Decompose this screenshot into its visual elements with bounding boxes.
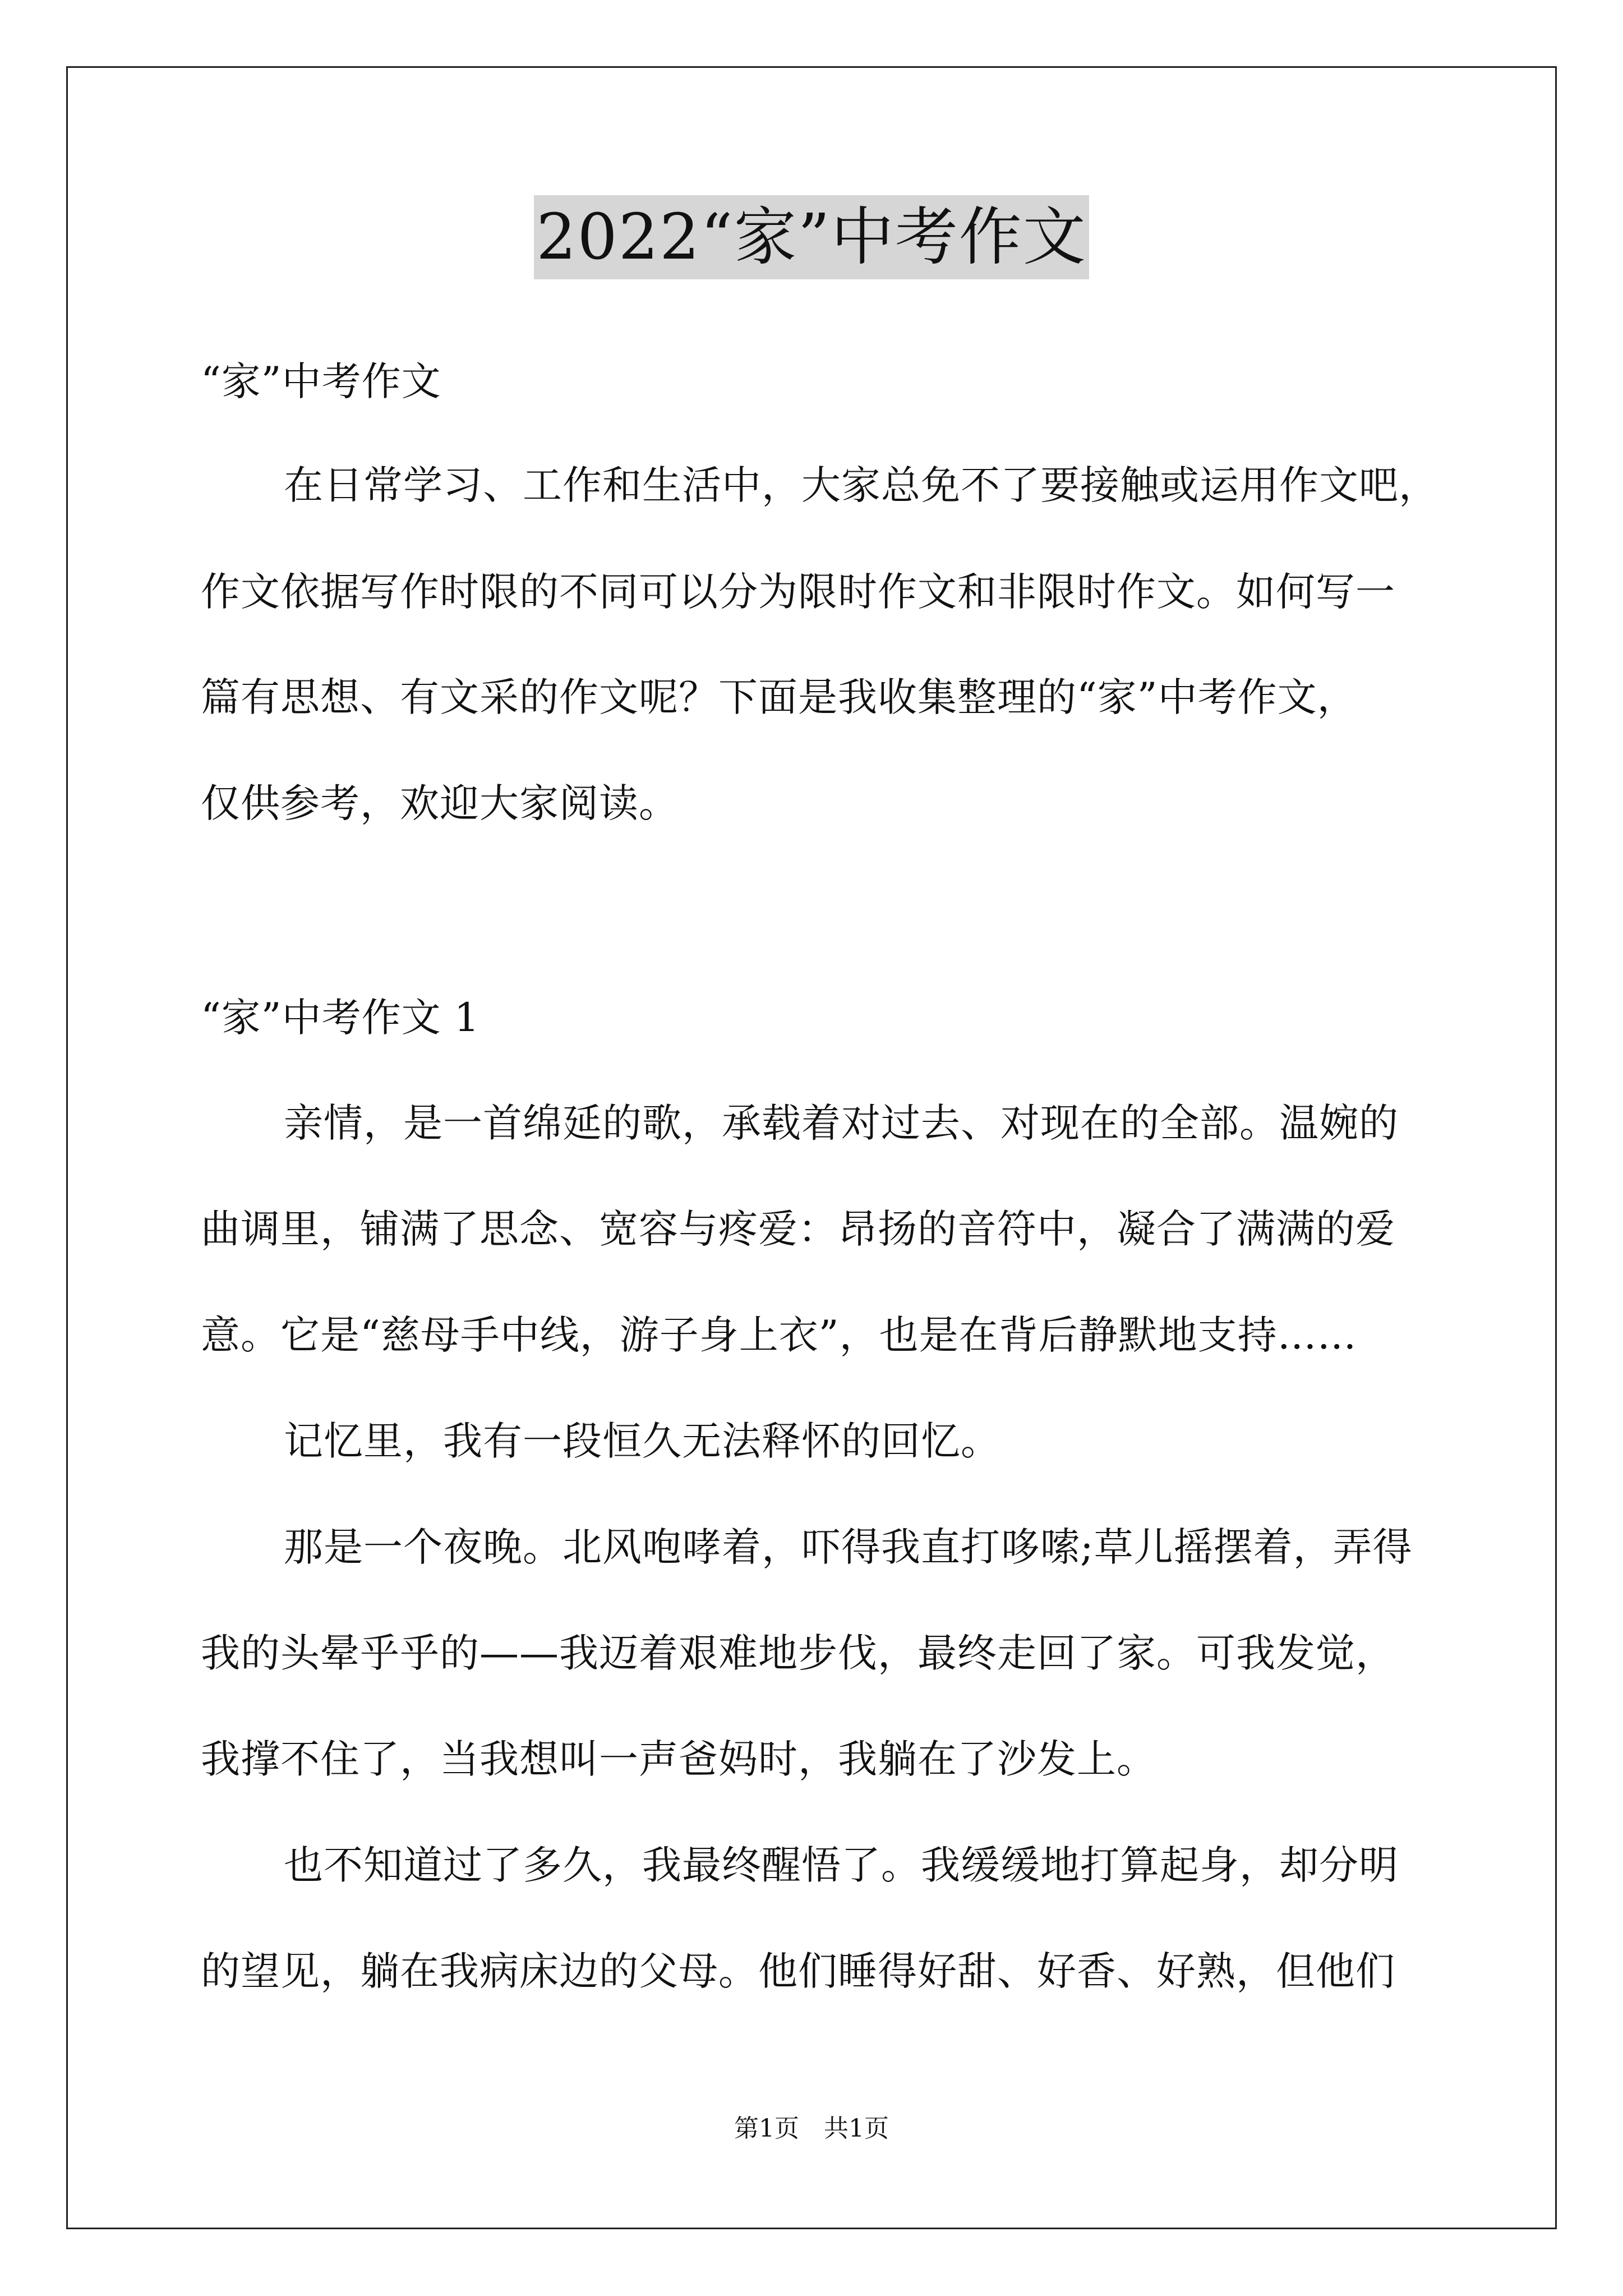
intro-line: 在日常学习、工作和生活中，大家总免不了要接触或运用作文吧，	[284, 462, 1438, 508]
subtitle: “家”中考作文	[201, 358, 441, 404]
body-line: 曲调里，铺满了思念、宽容与疼爱：昂扬的音符中，凝合了满满的爱	[201, 1206, 1395, 1252]
document-title: 2022“家”中考作文	[534, 195, 1089, 279]
section-heading: “家”中考作文 1	[201, 995, 480, 1041]
intro-line: 篇有思想、有文采的作文呢？下面是我收集整理的“家”中考作文，	[201, 674, 1357, 720]
body-line: 我撑不住了，当我想叫一声爸妈时，我躺在了沙发上。	[201, 1736, 1156, 1782]
body-line: 的望见，躺在我病床边的父母。他们睡得好甜、好香、好熟，但他们	[201, 1948, 1395, 1994]
body-line: 记忆里，我有一段恒久无法释怀的回忆。	[284, 1418, 1000, 1464]
body-line: 也不知道过了多久，我最终醒悟了。我缓缓地打算起身，却分明	[284, 1842, 1399, 1888]
page-footer: 第1页 共1页	[734, 2114, 889, 2143]
body-line: 意。它是“慈母手中线，游子身上衣”，也是在背后静默地支持……	[201, 1312, 1357, 1358]
title-container	[0, 195, 1623, 279]
body-line: 亲情，是一首绵延的歌，承载着对过去、对现在的全部。温婉的	[284, 1100, 1399, 1146]
body-line: 那是一个夜晚。北风咆哮着，吓得我直打哆嗦;草儿摇摆着，弄得	[284, 1524, 1413, 1570]
body-line: 我的头晕乎乎的——我迈着艰难地步伐，最终走回了家。可我发觉，	[201, 1630, 1395, 1676]
intro-line: 作文依据写作时限的不同可以分为限时作文和非限时作文。如何写一	[201, 569, 1395, 615]
intro-line: 仅供参考，欢迎大家阅读。	[201, 780, 679, 826]
